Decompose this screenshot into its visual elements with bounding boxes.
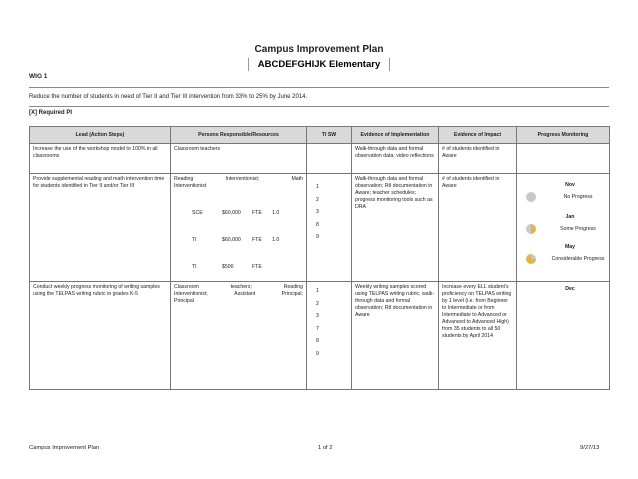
funding-line: SCE $60,000 FTE 1.0	[192, 210, 280, 216]
impact-cell: # of students identified in Aware	[439, 144, 517, 174]
persons-text: Interventionist;	[174, 291, 208, 297]
persons-cell: Classroom teachers	[171, 144, 307, 174]
table-row	[30, 144, 610, 174]
period-label: Nov	[565, 182, 575, 188]
status-label: Considerable Progress	[551, 255, 605, 262]
document-title: Campus Improvement Plan	[254, 44, 384, 55]
persons-cell	[171, 282, 307, 390]
column-header: Evidence of Impact	[439, 127, 517, 144]
table-row	[30, 282, 610, 390]
persons-text: Reading	[283, 284, 303, 290]
column-header: Lead (Action Steps)	[30, 127, 171, 144]
persons-cell	[171, 174, 307, 282]
period-label: Dec	[565, 286, 575, 292]
impact-cell: # of students identified in Aware	[439, 174, 517, 282]
implementation-cell: Weekly writing samples scored using TELPAS writing rubric; walk-through data and formal observation; RtI documentation in Aware	[352, 282, 439, 390]
tisw-cell	[307, 144, 352, 174]
tisw-cell: 1 2 3 8 9	[307, 174, 352, 282]
wig-label: WIG 1	[29, 73, 48, 80]
status-label: Some Progress	[560, 225, 596, 232]
monitoring-cell	[517, 282, 610, 390]
half-filled-circle-icon	[526, 224, 536, 234]
mostly-filled-circle-icon	[526, 254, 536, 264]
grey-circle-icon	[526, 192, 536, 202]
monitoring-cell	[517, 144, 610, 174]
column-header: TI SW	[307, 127, 352, 144]
plan-table	[29, 126, 610, 390]
period-label: May	[564, 244, 576, 250]
footer-page-number: 1 of 2	[318, 445, 333, 451]
lead-cell: Conduct weekly progress monitoring of writing samples using the TELPAS writing rubric in grades K-5	[30, 282, 171, 390]
funding-line: TI $60,000 FTE 1.0	[192, 237, 280, 243]
funding-line: TI $500 FTE	[192, 264, 262, 270]
persons-text: Assistant	[234, 291, 256, 297]
persons-text: Reading	[174, 176, 194, 182]
footer-left: Campus Improvement Plan	[29, 445, 100, 451]
persons-text: Interventionist;	[225, 176, 260, 182]
period-label: Jan	[565, 214, 575, 220]
persons-text: Classroom	[174, 284, 199, 290]
monitoring-cell	[517, 174, 610, 282]
lead-cell: Increase the use of the workshop model to 100% in all classrooms	[30, 144, 171, 174]
footer-date: 9/27/13	[580, 445, 600, 451]
school-name: ABCDEFGHIJK Elementary	[248, 58, 390, 71]
tisw-cell: 1 2 3 7 8 9	[307, 282, 352, 390]
column-header: Persons Responsible/Resources	[171, 127, 307, 144]
persons-text: Math	[291, 176, 303, 182]
table-header-row	[30, 127, 610, 144]
divider-line	[29, 87, 609, 88]
impact-cell: Increase every ELL student's proficiency on TELPAS writing by 1 level (i.e. from Beginner to Intermediate or from Intermediate to Advanced or Advanced to Advanced High) from 35 students to all 50 students by April 2014	[439, 282, 517, 390]
lead-cell: Provide supplemental reading and math intervention time for students identified in Tier II and/or Tier III	[30, 174, 171, 282]
persons-text: teachers;	[230, 284, 252, 290]
persons-text: Principal;	[281, 291, 303, 297]
column-header: Evidence of Implementation	[352, 127, 439, 144]
status-label: No Progress	[563, 193, 593, 200]
goal-statement: Reduce the number of students in need of Tier II and Tier III intervention from 33% to 25% by June 2014.	[29, 94, 308, 100]
divider-line	[29, 106, 609, 107]
required-pi-label: [X] Required PI	[29, 110, 73, 116]
table-row	[30, 174, 610, 282]
implementation-cell: Walk-through data and formal observation data; video reflections	[352, 144, 439, 174]
column-header: Progress Monitoring	[517, 127, 610, 144]
implementation-cell: Walk-through data and formal observation; RtI documentation in Aware; teacher schedules; progress monitoring tools such as DRA	[352, 174, 439, 282]
persons-text: Interventionist	[174, 183, 207, 189]
persons-text: Principal	[174, 298, 194, 304]
